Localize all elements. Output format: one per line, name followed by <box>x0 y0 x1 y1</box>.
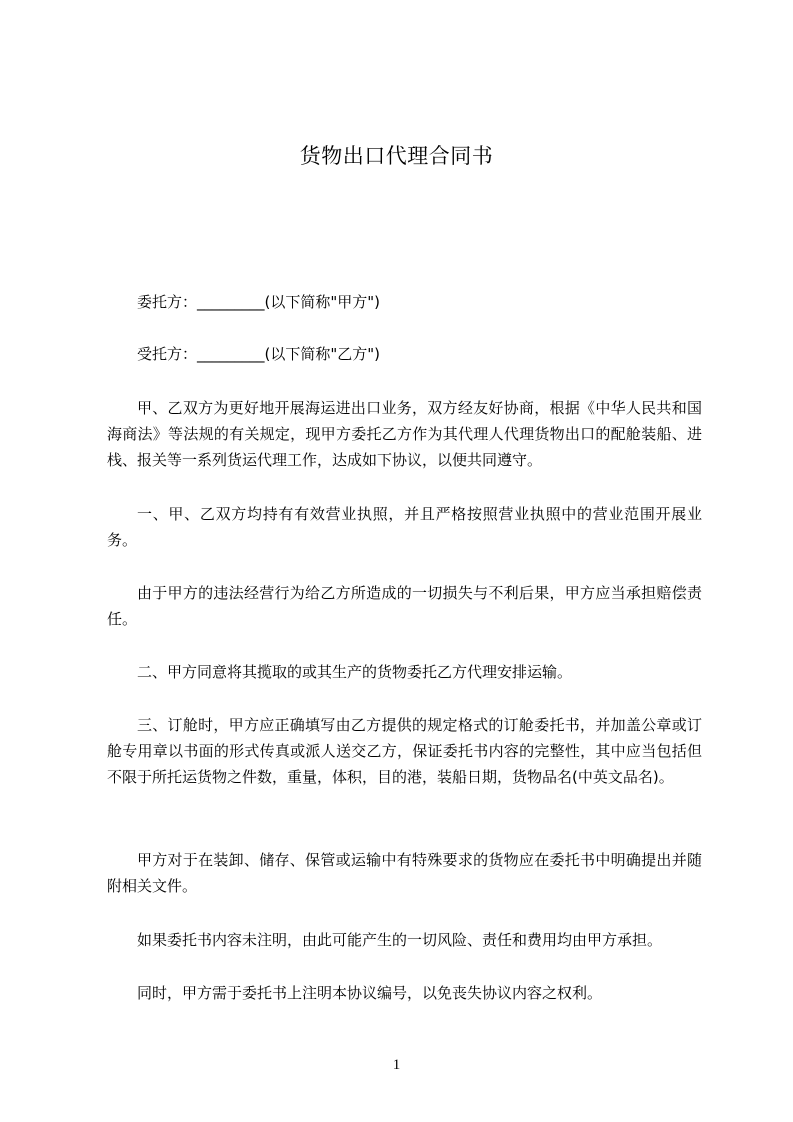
paragraph-principal: 委托方：_________(以下简称"甲方") <box>137 293 381 311</box>
paragraph-clause-3-number: 同时，甲方需于委托书上注明本协议编号，以免丧失协议内容之权利。 <box>137 984 603 1002</box>
paragraph-clause-2: 二、甲方同意将其揽取的或其生产的货物委托乙方代理安排运输。 <box>137 663 573 681</box>
paragraph-clause-3-special: 甲方对于在装卸、储存、保管或运输中有特殊要求的货物应在委托书中明确提出并随附相关文件。 <box>107 851 702 895</box>
paragraph-preamble: 甲、乙双方为更好地开展海运进出口业务，双方经友好协商，根据《中华人民共和国海商法》等法规的有关规定，现甲方委托乙方作为其代理人代理货物出口的配舱装船、进栈、报关等一系列货运代理工作，达成如下协议，以便共同遵守。 <box>107 399 702 469</box>
paragraph-clause-3-risk: 如果委托书内容未注明，由此可能产生的一切风险、责任和费用均由甲方承担。 <box>137 931 663 949</box>
paragraph-clause-1-liability: 由于甲方的违法经营行为给乙方所造成的一切损失与不利后果，甲方应当承担赔偿责任。 <box>107 584 702 628</box>
paragraph-clause-3: 三、订舱时，甲方应正确填写由乙方提供的规定格式的订舱委托书，并加盖公章或订舱专用章以书面的形式传真或派人送交乙方，保证委托书内容的完整性，其中应当包括但不限于所托运货物之件数，重量，体积，目的港，装船日期，货物品名(中英文品名)。 <box>107 716 702 786</box>
paragraph-agent: 受托方：_________(以下简称"乙方") <box>137 345 381 363</box>
page-number: 1 <box>392 1057 401 1073</box>
paragraph-clause-1: 一、甲、乙双方均持有有效营业执照，并且严格按照营业执照中的营业范围开展业务。 <box>107 505 702 549</box>
document-title: 货物出口代理合同书 <box>299 144 494 168</box>
